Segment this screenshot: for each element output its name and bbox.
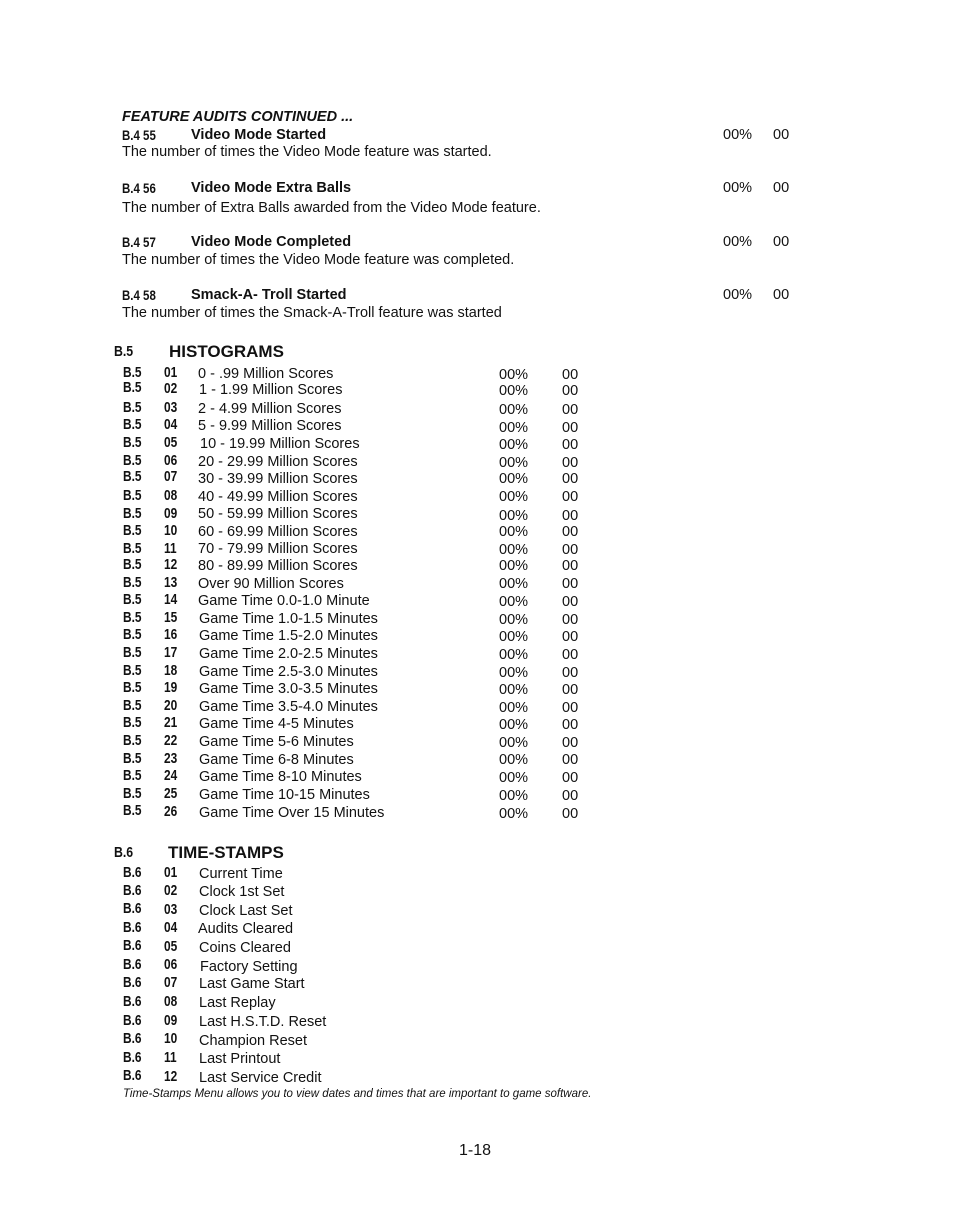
row-section-code: B.5 bbox=[123, 575, 142, 591]
row-count: 00 bbox=[562, 471, 579, 487]
row-count: 00 bbox=[562, 542, 579, 558]
row-label: Factory Setting bbox=[200, 959, 298, 975]
row-percent: 00% bbox=[499, 455, 529, 471]
row-count: 00 bbox=[562, 437, 579, 453]
row-section-code: B.5 bbox=[123, 365, 142, 381]
row-percent: 00% bbox=[499, 629, 529, 645]
row-label: Game Time 10-15 Minutes bbox=[199, 787, 370, 803]
row-number: 17 bbox=[164, 645, 178, 661]
row-percent: 00% bbox=[499, 700, 529, 716]
row-label: Game Time Over 15 Minutes bbox=[199, 805, 385, 821]
row-number: 12 bbox=[164, 557, 178, 573]
row-section-code: B.5 bbox=[123, 768, 142, 784]
row-percent: 00% bbox=[499, 752, 529, 768]
row-label: 1 - 1.99 Million Scores bbox=[199, 382, 343, 398]
row-label: 5 - 9.99 Million Scores bbox=[198, 418, 342, 434]
row-section-code: B.5 bbox=[123, 435, 142, 451]
row-number: 04 bbox=[164, 417, 178, 433]
row-section-code: B.5 bbox=[123, 453, 142, 469]
row-section-code: B.6 bbox=[123, 865, 142, 881]
row-percent: 00% bbox=[499, 471, 529, 487]
audit-count: 00 bbox=[773, 180, 790, 196]
row-label: 30 - 39.99 Million Scores bbox=[198, 471, 358, 487]
row-section-code: B.5 bbox=[123, 488, 142, 504]
row-percent: 00% bbox=[499, 682, 529, 698]
row-count: 00 bbox=[562, 717, 579, 733]
row-percent: 00% bbox=[499, 647, 529, 663]
row-number: 09 bbox=[164, 506, 178, 522]
section-title-histograms: HISTOGRAMS bbox=[169, 342, 284, 361]
row-label: Game Time 0.0-1.0 Minute bbox=[198, 593, 370, 609]
row-label: Last Replay bbox=[199, 995, 276, 1011]
row-label: Game Time 4-5 Minutes bbox=[199, 716, 354, 732]
row-percent: 00% bbox=[499, 770, 529, 786]
row-percent: 00% bbox=[499, 508, 529, 524]
row-number: 08 bbox=[164, 488, 178, 504]
row-number: 03 bbox=[164, 902, 178, 918]
row-count: 00 bbox=[562, 612, 579, 628]
row-number: 14 bbox=[164, 592, 178, 608]
row-section-code: B.5 bbox=[123, 680, 142, 696]
row-count: 00 bbox=[562, 489, 579, 505]
row-number: 16 bbox=[164, 627, 178, 643]
row-section-code: B.5 bbox=[123, 400, 142, 416]
audit-code: B.4 57 bbox=[122, 234, 156, 250]
row-count: 00 bbox=[562, 682, 579, 698]
row-number: 02 bbox=[164, 883, 178, 899]
audit-count: 00 bbox=[773, 234, 790, 250]
row-section-code: B.6 bbox=[123, 1050, 142, 1066]
row-count: 00 bbox=[562, 367, 579, 383]
row-count: 00 bbox=[562, 576, 579, 592]
row-count: 00 bbox=[562, 402, 579, 418]
row-label: Champion Reset bbox=[199, 1033, 307, 1049]
row-label: 80 - 89.99 Million Scores bbox=[198, 558, 358, 574]
row-label: 50 - 59.99 Million Scores bbox=[198, 506, 358, 522]
row-percent: 00% bbox=[499, 788, 529, 804]
row-section-code: B.5 bbox=[123, 803, 142, 819]
row-label: Coins Cleared bbox=[199, 940, 291, 956]
row-section-code: B.5 bbox=[123, 506, 142, 522]
row-number: 13 bbox=[164, 575, 178, 591]
row-number: 03 bbox=[164, 400, 178, 416]
row-number: 22 bbox=[164, 733, 178, 749]
row-section-code: B.5 bbox=[123, 715, 142, 731]
row-number: 20 bbox=[164, 698, 178, 714]
row-section-code: B.5 bbox=[123, 786, 142, 802]
row-label: 10 - 19.99 Million Scores bbox=[200, 436, 360, 452]
row-percent: 00% bbox=[499, 558, 529, 574]
row-section-code: B.5 bbox=[123, 417, 142, 433]
row-percent: 00% bbox=[499, 542, 529, 558]
row-count: 00 bbox=[562, 665, 579, 681]
audit-code: B.4 56 bbox=[122, 180, 156, 196]
audit-code: B.4 58 bbox=[122, 287, 156, 303]
row-percent: 00% bbox=[499, 402, 529, 418]
row-section-code: B.5 bbox=[123, 733, 142, 749]
section-title-time-stamps: TIME-STAMPS bbox=[168, 843, 284, 862]
row-section-code: B.5 bbox=[123, 380, 142, 396]
row-count: 00 bbox=[562, 420, 579, 436]
row-label: Game Time 3.5-4.0 Minutes bbox=[199, 699, 378, 715]
row-number: 25 bbox=[164, 786, 178, 802]
row-count: 00 bbox=[562, 383, 579, 399]
row-percent: 00% bbox=[499, 806, 529, 822]
row-label: Current Time bbox=[199, 866, 283, 882]
row-label: Game Time 5-6 Minutes bbox=[199, 734, 354, 750]
audit-title: Video Mode Extra Balls bbox=[191, 180, 352, 196]
row-section-code: B.6 bbox=[123, 901, 142, 917]
row-label: 60 - 69.99 Million Scores bbox=[198, 524, 358, 540]
row-number: 11 bbox=[164, 1050, 177, 1066]
section-code: B.5 bbox=[114, 343, 134, 360]
row-section-code: B.6 bbox=[123, 1013, 142, 1029]
row-section-code: B.5 bbox=[123, 627, 142, 643]
row-count: 00 bbox=[562, 594, 579, 610]
row-label: Last Printout bbox=[199, 1051, 281, 1067]
section-heading-continued: FEATURE AUDITS CONTINUED ... bbox=[122, 109, 354, 125]
row-section-code: B.6 bbox=[123, 975, 142, 991]
row-section-code: B.5 bbox=[123, 645, 142, 661]
row-count: 00 bbox=[562, 806, 579, 822]
row-number: 05 bbox=[164, 939, 178, 955]
row-percent: 00% bbox=[499, 437, 529, 453]
audit-percent: 00% bbox=[723, 234, 753, 250]
row-number: 18 bbox=[164, 663, 178, 679]
audit-count: 00 bbox=[773, 127, 790, 143]
row-percent: 00% bbox=[499, 594, 529, 610]
row-count: 00 bbox=[562, 455, 579, 471]
row-count: 00 bbox=[562, 752, 579, 768]
row-label: 2 - 4.99 Million Scores bbox=[198, 401, 342, 417]
row-section-code: B.6 bbox=[123, 920, 142, 936]
row-number: 10 bbox=[164, 523, 178, 539]
audit-percent: 00% bbox=[723, 180, 753, 196]
row-label: 40 - 49.99 Million Scores bbox=[198, 489, 358, 505]
row-section-code: B.6 bbox=[123, 1068, 142, 1084]
audit-description: The number of times the Video Mode feature was started. bbox=[122, 144, 492, 160]
audit-percent: 00% bbox=[723, 287, 753, 303]
audit-description: The number of times the Smack-A-Troll feature was started bbox=[122, 305, 502, 321]
row-label: Game Time 1.0-1.5 Minutes bbox=[199, 611, 378, 627]
row-section-code: B.5 bbox=[123, 592, 142, 608]
row-percent: 00% bbox=[499, 420, 529, 436]
row-number: 04 bbox=[164, 920, 178, 936]
row-number: 09 bbox=[164, 1013, 178, 1029]
row-number: 01 bbox=[164, 865, 178, 881]
row-label: Last Service Credit bbox=[199, 1070, 322, 1086]
row-number: 02 bbox=[164, 381, 178, 397]
row-section-code: B.6 bbox=[123, 1031, 142, 1047]
audit-description: The number of times the Video Mode feature was completed. bbox=[122, 252, 515, 268]
audit-code: B.4 55 bbox=[122, 127, 156, 143]
row-percent: 00% bbox=[499, 735, 529, 751]
row-section-code: B.5 bbox=[123, 557, 142, 573]
row-number: 11 bbox=[164, 541, 177, 557]
row-number: 06 bbox=[164, 957, 178, 973]
row-label: Over 90 Million Scores bbox=[198, 576, 344, 592]
row-number: 07 bbox=[164, 975, 178, 991]
row-number: 12 bbox=[164, 1069, 178, 1085]
row-section-code: B.5 bbox=[123, 610, 142, 626]
row-label: Last Game Start bbox=[199, 976, 305, 992]
row-number: 10 bbox=[164, 1031, 178, 1047]
row-section-code: B.6 bbox=[123, 883, 142, 899]
audit-count: 00 bbox=[773, 287, 790, 303]
row-percent: 00% bbox=[499, 367, 529, 383]
row-count: 00 bbox=[562, 788, 579, 804]
row-label: Game Time 2.0-2.5 Minutes bbox=[199, 646, 378, 662]
row-section-code: B.5 bbox=[123, 751, 142, 767]
row-label: Game Time 6-8 Minutes bbox=[199, 752, 354, 768]
row-percent: 00% bbox=[499, 612, 529, 628]
row-label: Game Time 3.0-3.5 Minutes bbox=[199, 681, 378, 697]
row-number: 01 bbox=[164, 365, 178, 381]
time-stamps-note: Time-Stamps Menu allows you to view dates and times that are important to game software. bbox=[123, 1088, 592, 1100]
row-percent: 00% bbox=[499, 383, 529, 399]
row-count: 00 bbox=[562, 647, 579, 663]
row-percent: 00% bbox=[499, 524, 529, 540]
row-section-code: B.5 bbox=[123, 523, 142, 539]
row-label: Clock 1st Set bbox=[199, 884, 285, 900]
row-count: 00 bbox=[562, 700, 579, 716]
audit-title: Video Mode Started bbox=[191, 127, 327, 143]
row-section-code: B.5 bbox=[123, 698, 142, 714]
row-label: Game Time 1.5-2.0 Minutes bbox=[199, 628, 378, 644]
row-label: 0 - .99 Million Scores bbox=[198, 366, 334, 382]
row-section-code: B.6 bbox=[123, 994, 142, 1010]
audit-title: Smack-A- Troll Started bbox=[191, 287, 347, 303]
row-number: 23 bbox=[164, 751, 178, 767]
row-label: Audits Cleared bbox=[198, 921, 294, 937]
row-count: 00 bbox=[562, 629, 579, 645]
row-section-code: B.6 bbox=[123, 938, 142, 954]
row-percent: 00% bbox=[499, 717, 529, 733]
row-label: Game Time 2.5-3.0 Minutes bbox=[199, 664, 378, 680]
row-label: 70 - 79.99 Million Scores bbox=[198, 541, 358, 557]
row-section-code: B.5 bbox=[123, 469, 142, 485]
row-label: Clock Last Set bbox=[199, 903, 293, 919]
audit-percent: 00% bbox=[723, 127, 753, 143]
row-number: 19 bbox=[164, 680, 178, 696]
row-count: 00 bbox=[562, 508, 579, 524]
row-percent: 00% bbox=[499, 576, 529, 592]
row-percent: 00% bbox=[499, 489, 529, 505]
audit-title: Video Mode Completed bbox=[191, 234, 352, 250]
row-number: 08 bbox=[164, 994, 178, 1010]
row-count: 00 bbox=[562, 735, 579, 751]
row-count: 00 bbox=[562, 524, 579, 540]
row-section-code: B.5 bbox=[123, 663, 142, 679]
row-percent: 00% bbox=[499, 665, 529, 681]
row-number: 06 bbox=[164, 453, 178, 469]
audit-description: The number of Extra Balls awarded from the Video Mode feature. bbox=[122, 200, 541, 216]
row-number: 07 bbox=[164, 469, 178, 485]
row-number: 24 bbox=[164, 768, 178, 784]
row-label: Last H.S.T.D. Reset bbox=[199, 1014, 327, 1030]
row-number: 26 bbox=[164, 804, 178, 820]
row-label: Game Time 8-10 Minutes bbox=[199, 769, 362, 785]
section-code: B.6 bbox=[114, 844, 134, 861]
row-number: 21 bbox=[164, 715, 178, 731]
row-section-code: B.5 bbox=[123, 541, 142, 557]
row-count: 00 bbox=[562, 558, 579, 574]
row-label: 20 - 29.99 Million Scores bbox=[198, 454, 358, 470]
page-number: 1-18 bbox=[459, 1142, 492, 1159]
row-section-code: B.6 bbox=[123, 957, 142, 973]
row-count: 00 bbox=[562, 770, 579, 786]
row-number: 15 bbox=[164, 610, 178, 626]
row-number: 05 bbox=[164, 435, 178, 451]
